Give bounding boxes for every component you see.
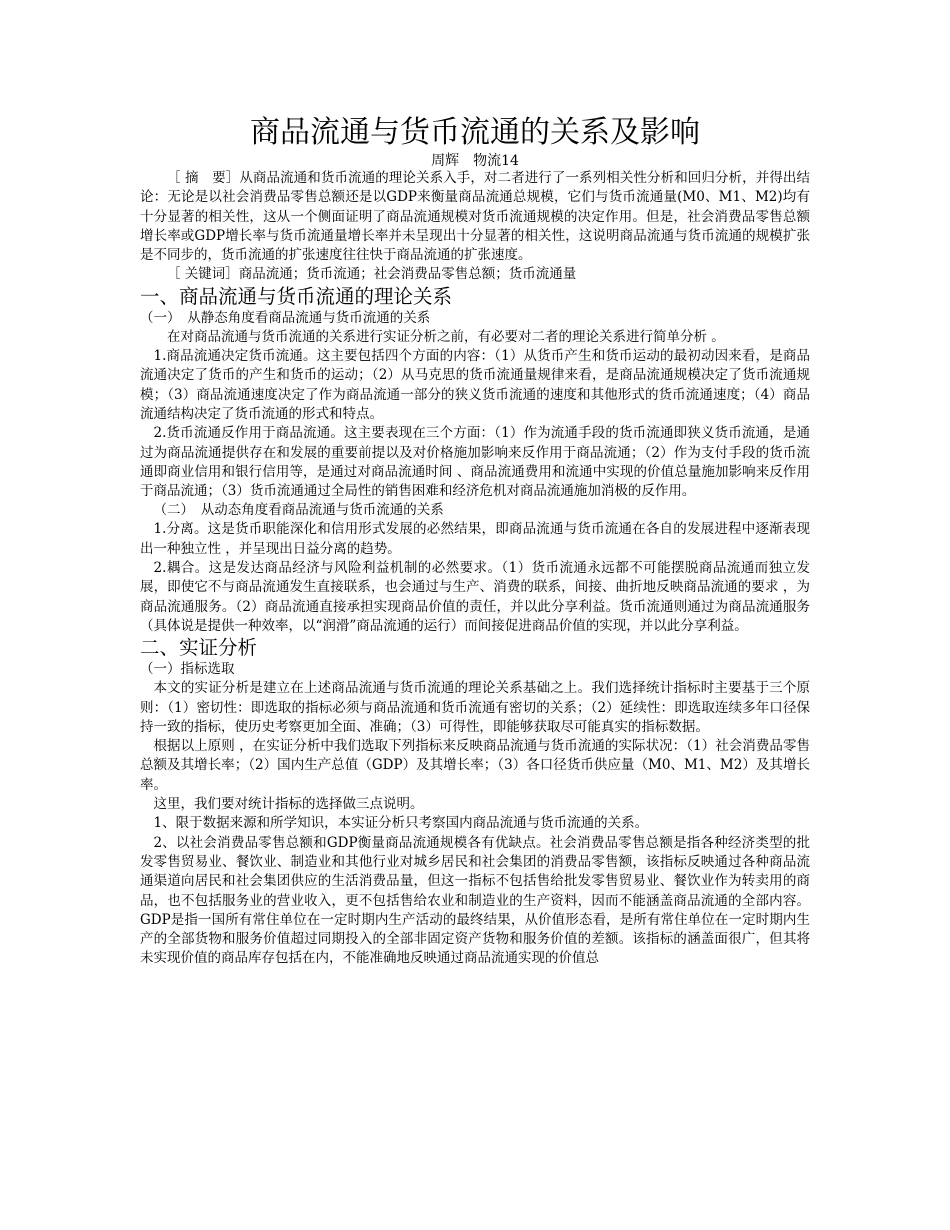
section-1-2-heading: （二） 从动态角度看商品流通与货币流通的关系 [153,502,444,519]
paragraph: 2.耦合。这是发达商品经济与风险利益机制的必然要求。（1）货币流通永远都不可能摆脱商品流通而独立发展，即使它不与商品流通发生直接联系，也会通过与生产、消费的联系，间接、曲折地反映商品流通的要求 ，为商品流通服务。（2）商品流通直接承担实现商品价值的责任，并以此分享利益。货币流通则通过为商品流通服务（具体说是提供一种效率，以“润滑”商品流通的运行）而间接促进商品价值的实现，并以此分享利益。 [140,560,810,634]
document-body [140,113,810,969]
document-title: 商品流通与货币流通的关系及影响 [250,115,700,150]
paragraph: 本文的实证分析是建立在上述商品流通与货币流通的理论关系基础之上。我们选择统计指标时主要基于三个原则：（1）密切性：即选取的指标必须与商品流通和货币流通有密切的关系；（2）延续性：即选取连续多年口径保持一致的指标，使历史考察更加全面、准确；（3）可得性，即能够获取尽可能真实的指标数据。 [140,680,810,735]
section-1-heading: 一、商品流通与货币流通的理论关系 [140,284,453,308]
paragraph: 1、限于数据来源和所学知识，本实证分析只考察国内商品流通与货币流通的关系。 [153,815,649,832]
paragraph: 根据以上原则 ，在实证分析中我们选取下列指标来反映商品流通与货币流通的实际状况：（1）社会消费品零售总额及其增长率；（2）国内生产总值（GDP）及其增长率；（3）各口径货币供应量（M0、M1、M2）及其增长率。 [140,738,810,793]
paragraph: 2.货币流通反作用于商品流通。这主要表现在三个方面：（1）作为流通手段的货币流通即狭义货币流通，是通过为商品流通提供存在和发展的重要前提以及对价格施加影响来反作用于商品流通；（2）作为支付手段的货币流通即商业信用和银行信用等，是通过对商品流通时间 、商品流通费用和流通中实现的价值总量施加影响来反作用于商品流通；（3）货币流通通过全局性的销售困难和经济危机对商品流通施加消极的反作用。 [140,425,810,500]
section-2-heading: 二、实证分析 [140,636,258,660]
paragraph: 1.商品流通决定货币流通。这主要包括四个方面的内容：（1）从货币产生和货币运动的最初动因来看，是商品流通决定了货币的产生和货币的运动；（2）从马克思的货币流通量规律来看，是商品流通规模决定了货币流通规模；（3）商品流通速度决定了作为商品流通一部分的狭义货币流通的速度和其他形式的货币流通速度；（4）商品流通结构决定了货币流通的形式和特点。 [140,348,810,422]
paragraph: 这里，我们要对统计指标的选择做三点说明。 [153,796,424,813]
section-2-1-heading: （一）指标选取 [140,661,235,678]
paragraph: 在对商品流通与货币流通的关系进行实证分析之前，有必要对二者的理论关系进行简单分析 。 [167,328,725,345]
abstract: ［ 摘 要］从商品流通和货币流通的理论关系入手，对二者进行了一系列相关性分析和回归分析，并得出结论：无论是以社会消费品零售总额还是以GDP来衡量商品流通总规模，它们与货币流通量(M0、M1、M2)均有十分显著的相关性，这从一个侧面证明了商品流通规模对货币流通规模的决定作用。但是，社会消费品零售总额增长率或GDP增长率与货币流通量增长率并未呈现出十分显著的相关性，这说明商品流通与货币流通的规模扩张是不同步的，货币流通的扩张速度往往快于商品流通的扩张速度。 [140,170,810,264]
section-1-1-heading: （一） 从静态角度看商品流通与货币流通的关系 [140,309,431,326]
paragraph: 2、以社会消费品零售总额和GDP衡量商品流通规模各有优缺点。社会消费品零售总额是指各种经济类型的批发零售贸易业、餐饮业、制造业和其他行业对城乡居民和社会集团的消费品零售额，该指标反映通过各种商品流通渠道向居民和社会集团供应的生活消费品量，但这一指标不包括售给批发零售贸易业、餐饮业作为转卖用的商品，也不包括服务业的营业收入，更不包括售给农业和制造业的生产资料，因而不能涵盖商品流通的全部内容。GDP是指一国所有常住单位在一定时期内生产活动的最终结果，从价值形态看，是所有常住单位在一定时期内生产的全部货物和服务价值超过同期投入的全部非固定资产货物和服务价值的差额。该指标的涵盖面很广，但其将未实现价值的商品库存包括在内，不能准确地反映通过商品流通实现的价值总 [140,834,810,967]
keywords: ［ 关键词］商品流通；货币流通；社会消费品零售总额；货币流通量 [167,266,577,283]
paragraph: 1.分离。这是货币职能深化和信用形式发展的必然结果，即商品流通与货币流通在各自的发展进程中逐渐表现出一种独立性 ，并呈现出日益分离的趋势。 [140,521,810,557]
author-line: 周辉 物流14 [431,153,519,169]
